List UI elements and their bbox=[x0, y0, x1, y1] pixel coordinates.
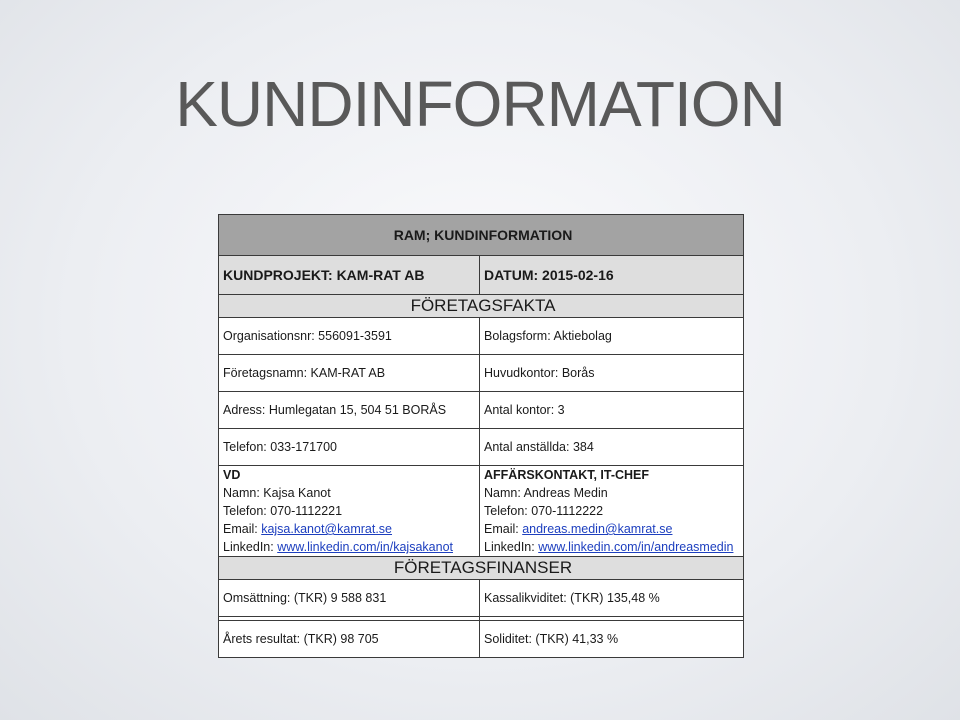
contact-email-line bbox=[484, 520, 743, 538]
contact-email-link[interactable]: andreas.medin@kamrat.se bbox=[522, 522, 673, 536]
company-phone: Telefon: 033-171700 bbox=[219, 429, 480, 466]
vd-name: Namn: Kajsa Kanot bbox=[223, 486, 331, 500]
customer-info-table bbox=[218, 214, 744, 658]
office-count: Antal kontor: 3 bbox=[480, 392, 744, 429]
company-name: Företagsnamn: KAM-RAT AB bbox=[219, 355, 480, 392]
project-label: KUNDPROJEKT: KAM-RAT AB bbox=[219, 256, 480, 295]
table-title-row bbox=[219, 215, 744, 256]
vd-email-prefix: Email: bbox=[223, 522, 262, 536]
solidity: Soliditet: (TKR) 41,33 % bbox=[480, 621, 744, 658]
fact-row bbox=[219, 355, 744, 392]
org-number: Organisationsnr: 556091-3591 bbox=[219, 318, 480, 355]
slide-title: KUNDINFORMATION bbox=[175, 68, 785, 140]
headquarters: Huvudkontor: Borås bbox=[480, 355, 744, 392]
vd-email-line bbox=[223, 520, 479, 538]
finance-heading: FÖRETAGSFINANSER bbox=[219, 557, 744, 580]
finance-row bbox=[219, 621, 744, 658]
contact-phone: Telefon: 070-1112222 bbox=[484, 504, 604, 518]
fact-row bbox=[219, 392, 744, 429]
finance-heading-row bbox=[219, 557, 744, 580]
vd-email-link[interactable]: kajsa.kanot@kamrat.se bbox=[261, 522, 393, 536]
contacts-row bbox=[219, 466, 744, 557]
finance-row bbox=[219, 580, 744, 617]
vd-linkedin-prefix: LinkedIn: bbox=[223, 540, 278, 554]
project-row bbox=[219, 256, 744, 295]
fact-row bbox=[219, 318, 744, 355]
vd-linkedin-line bbox=[223, 538, 479, 556]
contact-email-prefix: Email: bbox=[484, 522, 523, 536]
vd-heading: VD bbox=[223, 468, 241, 482]
facts-heading-row bbox=[219, 295, 744, 318]
vd-phone: Telefon: 070-1112221 bbox=[223, 504, 343, 518]
revenue: Omsättning: (TKR) 9 588 831 bbox=[219, 580, 480, 617]
facts-heading: FÖRETAGSFAKTA bbox=[219, 295, 744, 318]
date-label: DATUM: 2015-02-16 bbox=[480, 256, 744, 295]
address: Adress: Humlegatan 15, 504 51 BORÅS bbox=[219, 392, 480, 429]
business-contact bbox=[480, 466, 744, 557]
employee-count: Antal anställda: 384 bbox=[480, 429, 744, 466]
contact-name: Namn: Andreas Medin bbox=[484, 486, 608, 500]
vd-linkedin-link[interactable]: www.linkedin.com/in/kajsakanot bbox=[277, 540, 453, 554]
contact-heading: AFFÄRSKONTAKT, IT-CHEF bbox=[484, 468, 650, 482]
annual-result: Årets resultat: (TKR) 98 705 bbox=[219, 621, 480, 658]
liquidity: Kassalikviditet: (TKR) 135,48 % bbox=[480, 580, 744, 617]
vd-contact bbox=[219, 466, 480, 557]
fact-row bbox=[219, 429, 744, 466]
contact-linkedin-prefix: LinkedIn: bbox=[484, 540, 539, 554]
contact-linkedin-line bbox=[484, 538, 743, 556]
company-form: Bolagsform: Aktiebolag bbox=[480, 318, 744, 355]
contact-linkedin-link[interactable]: www.linkedin.com/in/andreasmedin bbox=[538, 540, 734, 554]
table-title: RAM; KUNDINFORMATION bbox=[219, 215, 744, 256]
